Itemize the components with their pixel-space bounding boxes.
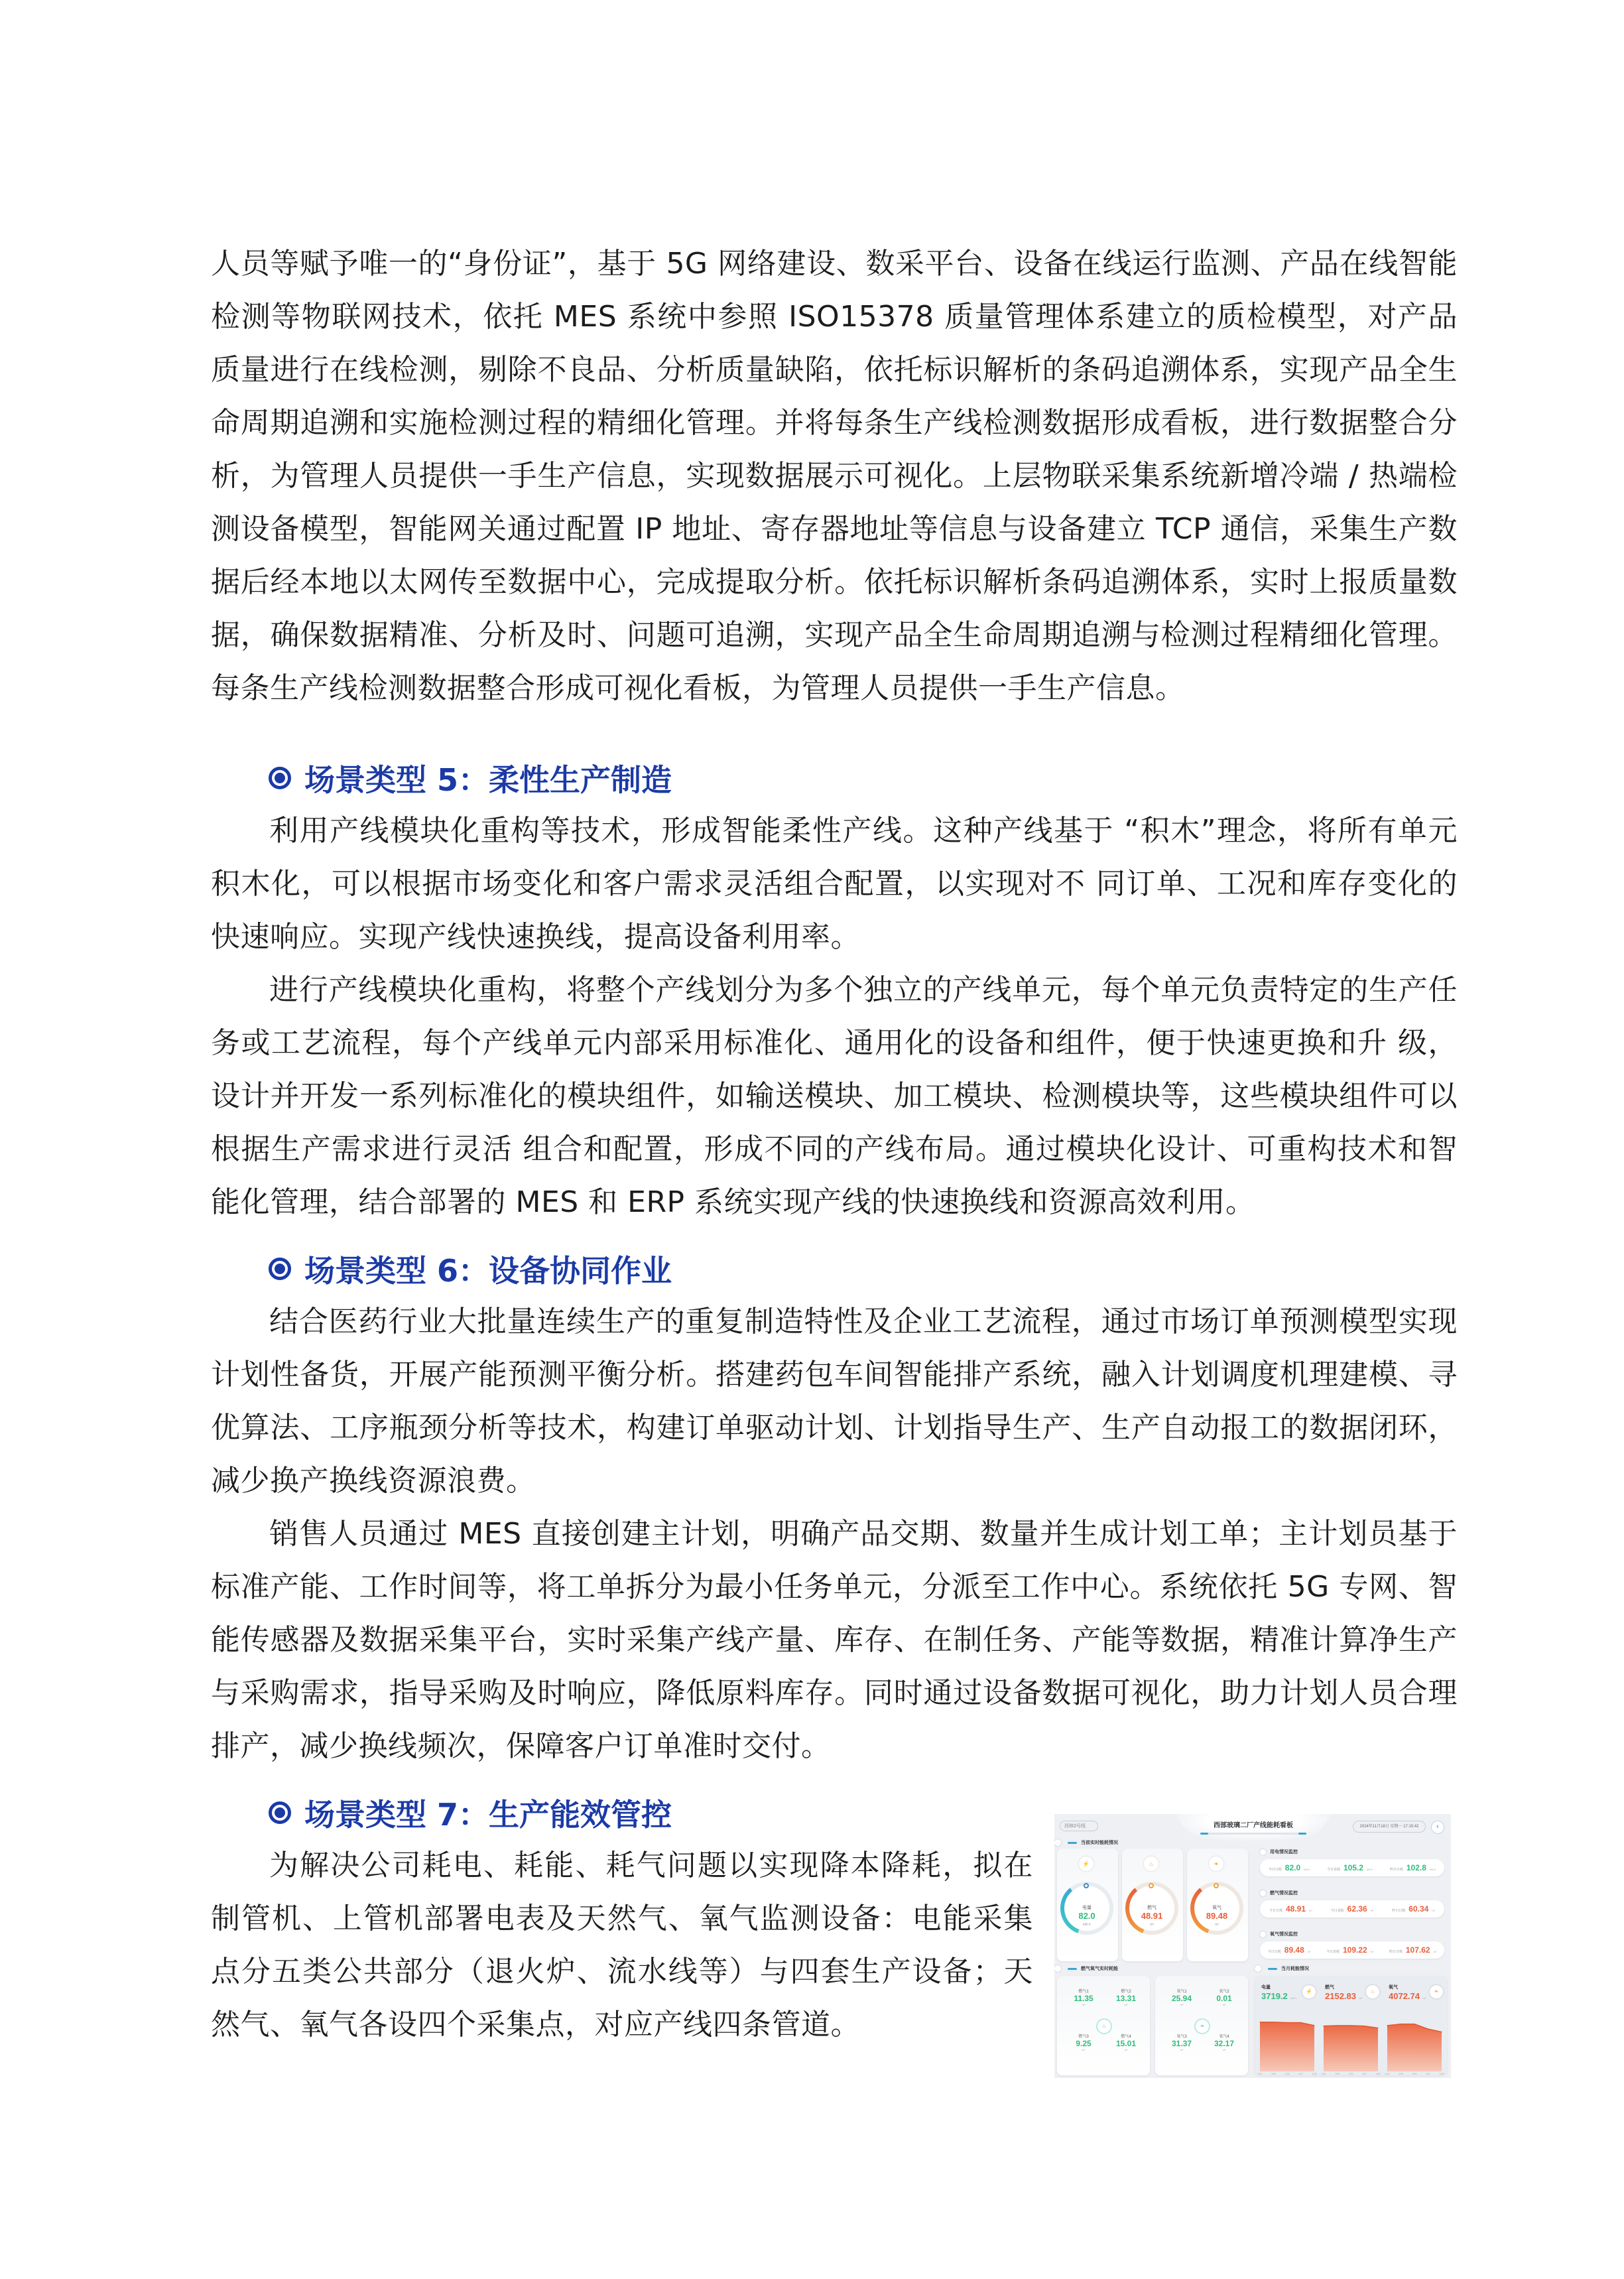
monitor-item-value: 60.34: [1408, 1904, 1429, 1914]
x-tick-label: 12/7: [1426, 2073, 1430, 2075]
monitor-item-label: 今日表耗: [1326, 1950, 1340, 1954]
gauge-value: 89.48: [1206, 1911, 1228, 1921]
gauge-unit: m³: [1215, 1923, 1219, 1927]
gauge-label: 燃气: [1147, 1906, 1156, 1910]
point-unit: m³: [1124, 2048, 1128, 2051]
monitor-item-label: 今日表耗: [1326, 1868, 1340, 1872]
gas-point: [1064, 2033, 1103, 2051]
monitor-item-unit: m³: [1432, 1909, 1435, 1912]
monitor-item-label: 昨日日耗: [1389, 1868, 1403, 1872]
total-unit: m³: [1422, 1996, 1426, 2000]
point-unit: m³: [1082, 2048, 1086, 2051]
gauge-knob: [1084, 1883, 1089, 1888]
monitor-item: [1268, 1945, 1311, 1955]
total-unit: m³: [1359, 1996, 1363, 2000]
oxygen-point: [1162, 1988, 1202, 2006]
section-5-body: [211, 805, 1458, 1229]
section-month-header: [1255, 1965, 1309, 1972]
gauge-label: 氧气: [1212, 1906, 1221, 1910]
leaf-icon: ❧: [1194, 2018, 1210, 2034]
section-label: 当前实时能耗情况: [1081, 1841, 1118, 1845]
monitor-item-value: 102.8: [1406, 1863, 1426, 1872]
total-value: 4072.74: [1389, 1991, 1420, 2001]
data-point: [1300, 2022, 1301, 2023]
monitor-item-label: 今日日耗: [1267, 1950, 1281, 1954]
point-value: 15.01: [1115, 2039, 1137, 2048]
monitor-icon: [1260, 1931, 1266, 1937]
point-value: 32.17: [1214, 2039, 1235, 2048]
monitor-item-unit: kW·h: [1304, 1868, 1310, 1871]
total-value: 3719.2: [1261, 1991, 1288, 2001]
monitor-item-unit: m³: [1309, 1909, 1312, 1912]
oxygen-point: [1162, 2033, 1202, 2051]
x-tick-label: 12/6: [1412, 2073, 1417, 2075]
monitor-item: [1269, 1904, 1312, 1914]
electric-icon: ⚡: [1079, 1856, 1093, 1871]
bullet-target-icon: [269, 1258, 291, 1280]
section-dot-icon: [1054, 1965, 1061, 1972]
point-label: 氧气1: [1176, 1990, 1187, 1994]
section-pill: [1068, 1968, 1077, 1970]
x-tick-label: 12/6: [1348, 2073, 1353, 2075]
section-dot-icon: [1255, 1965, 1261, 1972]
point-label: 氧气3: [1176, 2035, 1187, 2039]
point-label: 燃气2: [1121, 1990, 1131, 1994]
section-7-body: [211, 1839, 1033, 2051]
point-value: 11.35: [1074, 1994, 1093, 2003]
paragraph: 进行产线模块化重构，将整个产线划分为多个独立的产线单元，每个单元负责特定的生产任务或工艺流程，每个产线单元内部采用标准化、通用化的设备和组件，便于快速更换和升 级，设计并开发一系列标准化的模块组件，如输送模块、加工模块、检测模块等，这些模块组件可以根据生产需求进行灵活 组合和配置，形成不同的产线布局。通过模块化设计、可重构技术和智能化管理，结合部署的 MES 和 ERP 系统实现产线的快速换线和资源高效利用。: [211, 973, 1458, 1219]
bullet-target-icon: [269, 1801, 291, 1824]
point-value: 0.01: [1216, 1994, 1232, 2003]
monitor-heading: [1260, 1890, 1298, 1896]
data-point: [1350, 2025, 1351, 2026]
gas-point: [1064, 1988, 1103, 2006]
point-label: 氧气2: [1219, 1990, 1229, 1994]
total-label: 燃气: [1325, 1985, 1334, 1990]
energy-dashboard-figure: [1054, 1814, 1451, 2078]
monitor-row: [1260, 1941, 1444, 1959]
monitor-item: [1390, 1863, 1436, 1872]
point-label: 燃气3: [1078, 2035, 1089, 2039]
section-heading-5: [269, 751, 672, 805]
monitor-item-value: 109.22: [1342, 1945, 1367, 1955]
monitor-title: 燃气情况监控: [1270, 1891, 1298, 1896]
section-heading-6: [269, 1242, 672, 1295]
title-underline: [1200, 1833, 1306, 1835]
monitor-item-unit: kW·h: [1367, 1868, 1373, 1871]
x-tick-label: 12/8: [1375, 2073, 1381, 2075]
leaf-icon: ❧: [1209, 1856, 1223, 1871]
monitor-item-unit: m³: [1370, 1909, 1374, 1912]
monitor-item-value: 107.62: [1405, 1945, 1430, 1955]
x-tick-label: 12/5: [1271, 2073, 1276, 2075]
gauge-label: 电量: [1082, 1906, 1092, 1910]
point-label: 燃气1: [1078, 1990, 1089, 1994]
monitor-item: [1389, 1945, 1436, 1955]
monitor-item: [1392, 1904, 1435, 1914]
monitor-item-label: 今日日耗: [1268, 1868, 1282, 1872]
section-pill: [1268, 1968, 1277, 1970]
x-tick-label: 12/7: [1298, 2073, 1303, 2075]
paragraph: 人员等赋予唯一的“身份证”，基于 5G 网络建设、数采平台、设备在线运行监测、产品在线智能检测等物联网技术，依托 MES 系统中参照 ISO15378 质量管理体系建立的质检模型，对产品质量进行在线检测，剔除不良品、分析质量缺陷，依托标识解析的条码追溯体系，实现产品全生命周期追溯和实施检测过程的精细化管理。并将每条生产线检测数据形成看板，进行数据整合分析，为管理人员提供一手生产信息，实现数据展示可视化。上层物联采集系统新增冷端 / 热端检测设备模型，智能网关通过配置 IP 地址、寄存器地址等信息与设备建立 TCP 通信，采集生产数据后经本地以太网传至数据中心，完成提取分析。依托标识解析条码追溯体系，实时上报质量数据，确保数据精准、分析及时、问题可追溯，实现产品全生命周期追溯与检测过程精细化管理。每条生产线检测数据整合形成可视化看板，为管理人员提供一手生产信息。: [211, 247, 1458, 705]
datetime-display: 2024年11月18日 星期一 17:15:42: [1353, 1821, 1426, 1833]
area-fill-1: [1324, 2026, 1378, 2071]
monitor-item-label: 今日日耗: [1269, 1909, 1282, 1913]
leaf-icon: ❧: [1430, 1985, 1443, 1998]
gas-point: [1106, 2033, 1146, 2051]
paragraph: 销售人员通过 MES 直接创建主计划，明确产品交期、数量并生成计划工单；主计划员基于标准产能、工作时间等，将工单拆分为最小任务单元，分派至工作中心。系统依托 5G 专网、智能传感器及数据采集平台，实时采集产线产量、库存、在制任务、产能等数据，精准计算净生产与采购需求，指导采购及时响应，降低原料库存。同时通过设备数据可视化，助力计划人员合理排产，减少换线频次，保障客户订单准时交付。: [211, 1517, 1458, 1763]
dashboard-title: 西部玻璃二厂产线能耗看板: [1214, 1822, 1293, 1829]
total-label: 电量: [1261, 1985, 1271, 1990]
section-dot-icon: [1054, 1839, 1061, 1846]
monitor-icon: [1260, 1890, 1266, 1896]
monitor-heading: [1260, 1931, 1298, 1937]
gauge-card: [1057, 1849, 1118, 1961]
section-title: 场景类型 6：设备协同作业: [304, 1253, 672, 1289]
x-tick-label: 12/5: [1335, 2073, 1340, 2075]
paragraph: 为解决公司耗电、耗能、耗气问题以实现降本降耗，拟在制管机、上管机部署电表及天然气、氧气监测设备：电能采集点分五类公共部分（退火炉、流水线等）与四套生产设备；天然气、氧气各设四个采集点，对应产线四条管道。: [211, 1849, 1033, 2042]
x-tick-label: 12/5: [1399, 2073, 1403, 2075]
monitor-item-value: 89.48: [1284, 1945, 1304, 1955]
point-unit: m³: [1180, 2003, 1184, 2006]
point-unit: m³: [1222, 2048, 1226, 2051]
monitor-item-label: 昨日日耗: [1392, 1909, 1406, 1913]
monitor-item-label: 今日表耗: [1330, 1909, 1344, 1913]
line-selector[interactable]: 西林2号线: [1060, 1821, 1098, 1831]
section-gas-header: [1054, 1965, 1118, 1972]
oxygen-point: [1204, 1988, 1244, 2006]
monitor-item-value: 48.91: [1285, 1904, 1306, 1914]
section-6-body: [211, 1295, 1458, 1773]
point-value: 31.37: [1171, 2039, 1192, 2048]
monitor-item: [1331, 1904, 1374, 1914]
gauge-value: 82.0: [1078, 1911, 1095, 1921]
monitor-item: [1326, 1945, 1373, 1955]
point-unit: m³: [1180, 2048, 1184, 2051]
gauge-unit: kW·h: [1083, 1923, 1091, 1927]
point-label: 燃气4: [1121, 2035, 1131, 2039]
gauge-card: [1122, 1849, 1183, 1961]
monthly-area-charts: [1255, 1976, 1447, 2075]
x-tick-label: 12/4: [1257, 2073, 1263, 2075]
monitor-item-unit: m³: [1370, 1950, 1374, 1953]
monitor-heading: [1260, 1849, 1298, 1855]
flame-icon: ♨: [1366, 1985, 1379, 1998]
area-fill-2: [1387, 2024, 1442, 2071]
section-title: 场景类型 7：生产能效管控: [304, 1797, 672, 1833]
x-tick-label: 12/4: [1321, 2073, 1326, 2075]
flame-icon: ♨: [1144, 1856, 1158, 1871]
point-label: 氧气4: [1219, 2035, 1229, 2039]
data-point: [1286, 2022, 1287, 2023]
section-pill: [1068, 1842, 1077, 1844]
gauge-knob: [1214, 1883, 1219, 1888]
monitor-item-unit: m³: [1433, 1950, 1437, 1953]
gauge-unit: m³: [1150, 1923, 1154, 1927]
gauge-card: [1187, 1849, 1248, 1961]
oxygen-point: [1204, 2033, 1244, 2051]
total-value: 2152.83: [1325, 1991, 1356, 2001]
paragraph: 结合医药行业大批量连续生产的重复制造特性及企业工艺流程，通过市场订单预测模型实现计划性备货，开展产能预测平衡分析。搭建药包车间智能排产系统，融入计划调度机理建模、寻优算法、工序瓶颈分析等技术，构建订单驱动计划、计划指导生产、生产自动报工的数据闭环，减少换产换线资源浪费。: [211, 1305, 1458, 1498]
section-heading-7: [269, 1786, 672, 1839]
monitor-item: [1269, 1863, 1310, 1872]
monitor-row: [1260, 1900, 1444, 1918]
gauge-knob: [1149, 1883, 1154, 1888]
section-realtime-header: [1054, 1839, 1118, 1846]
paragraph: 利用产线模块化重构等技术，形成智能柔性产线。这种产线基于 “积木”理念，将所有单元积木化，可以根据市场变化和客户需求灵活组合配置，以实现对不 同订单、工况和库存变化的快速响应。实现产线快速换线，提高设备利用率。: [211, 814, 1458, 954]
point-unit: m³: [1222, 2003, 1226, 2006]
monitor-item-unit: kW·h: [1429, 1868, 1436, 1871]
total-label: 氧气: [1389, 1985, 1398, 1990]
section-label: 燃气氧气实时耗能: [1081, 1967, 1118, 1971]
x-tick-label: 12/8: [1312, 2073, 1317, 2075]
back-chevron-icon[interactable]: ‹: [1431, 1821, 1444, 1834]
area-fill-0: [1260, 2022, 1314, 2071]
flame-icon: ♨: [1096, 2018, 1112, 2034]
monitor-title: 用电情况监控: [1270, 1850, 1298, 1855]
point-value: 13.31: [1115, 1994, 1137, 2003]
point-unit: m³: [1124, 2003, 1128, 2006]
section-title: 场景类型 5：柔性生产制造: [304, 762, 672, 798]
data-point: [1337, 2025, 1338, 2026]
bullet-target-icon: [269, 767, 291, 789]
monitor-item-value: 105.2: [1343, 1863, 1364, 1872]
x-tick-label: 12/8: [1439, 2073, 1444, 2075]
x-tick-label: 12/4: [1385, 2073, 1390, 2075]
point-value: 9.25: [1076, 2039, 1092, 2048]
monitor-item-value: 82.0: [1284, 1863, 1301, 1872]
monitor-item-unit: m³: [1307, 1950, 1311, 1953]
section-label: 当月耗能情况: [1281, 1967, 1309, 1971]
point-value: 25.94: [1171, 1994, 1192, 2003]
point-unit: m³: [1082, 2003, 1086, 2006]
x-tick-label: 12/7: [1362, 2073, 1367, 2075]
total-unit: kW·h: [1290, 1996, 1297, 2000]
monitor-item-value: 62.36: [1347, 1904, 1367, 1914]
monitor-item-label: 昨日日耗: [1389, 1950, 1403, 1954]
gauge-value: 48.91: [1141, 1911, 1163, 1921]
gas-point: [1106, 1988, 1146, 2006]
monitor-row: [1260, 1859, 1444, 1876]
monitor-icon: [1260, 1849, 1266, 1855]
electric-icon: ⚡: [1302, 1985, 1316, 1998]
monitor-title: 氧气情况监控: [1270, 1932, 1298, 1937]
x-tick-label: 12/6: [1284, 2073, 1290, 2075]
monitor-item: [1327, 1863, 1373, 1872]
intro-block: [211, 237, 1458, 715]
